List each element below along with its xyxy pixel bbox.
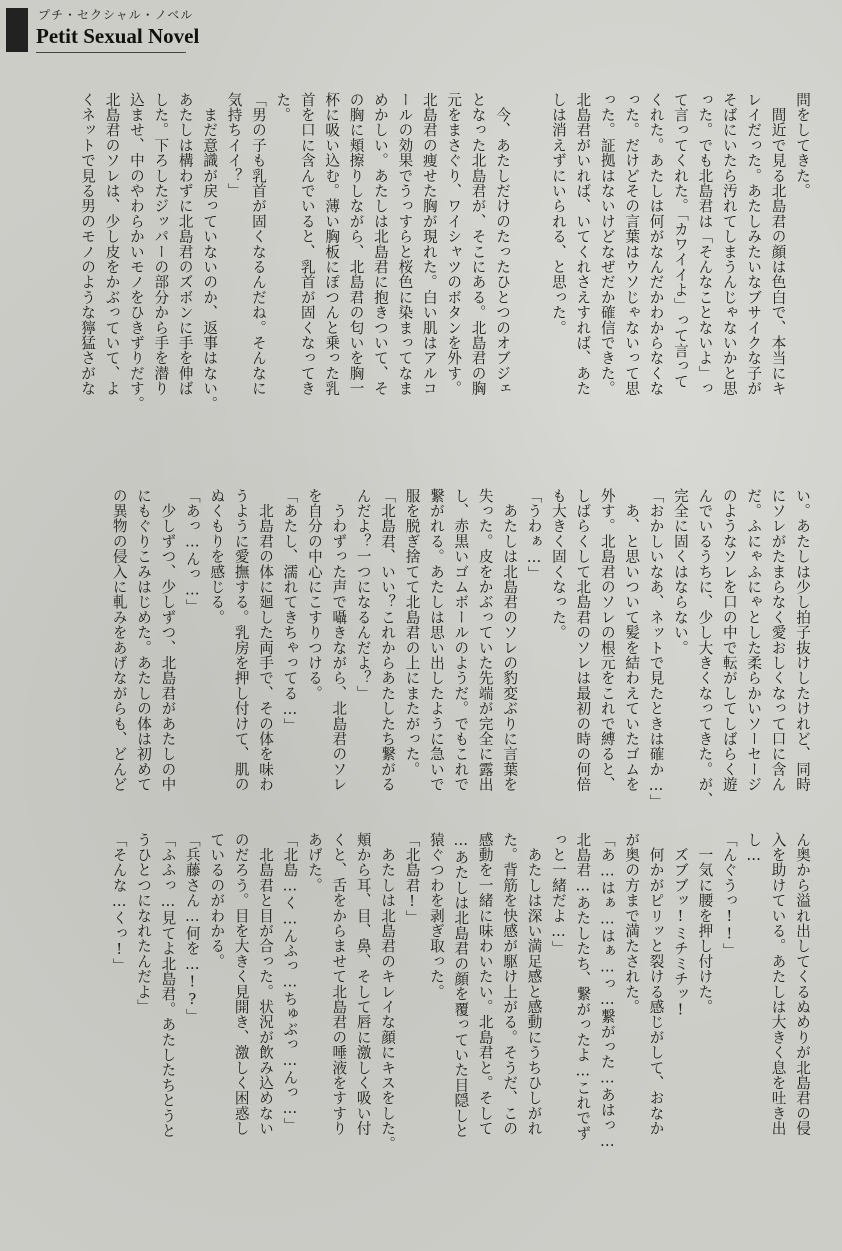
header-bar (6, 8, 28, 52)
text-block-middle: い。あたしは少し拍子抜けしたけれど、同時 にソレがたまらなく愛おしくなって口に含ん だ。ふにゃふにゃとした柔らかいソーセージ のようなソレを口の中で転がしてしばらく遊 んでいるうちに、少し大きくなってきた。が、 完全に固くはならない。 「おかしいなあ、ネットで見たときは確か…」 あ、と思いついて髪を結わえていたゴムを 外す。北島君のソレの根元をこれで縛ると、 しばらくして北島君のソレは最初の時の何倍 も大きく固くなった。 「うわぁ…」 あたしは北島君のソレの豹変ぶりに言葉を 失った。皮をかぶっていた先端が完全に露出 し、赤黒いゴムボールのようだ。でもこれで 繋がれる。あたしは思い出したように急いで 服を脱ぎ捨てて北島君の上にまたがった。 「北島君、いい？これからあたしたち繋がる んだよ？一つになるんだよ？」 うわずった声で囁きながら、北島君のソレ を自分の中心にこすりつける。 「あたし、濡れてきちゃってる…」 北島君の体に廻した両手で、その体を味わ うように愛撫する。乳房を押し付けて、肌の ぬくもりを感じる。 「あっ…んっ…」 少しずつ、少しずつ、北島君があたしの中 にもぐりこみはじめた。あたしの体は初めて の異物の侵入に軋みをあげながらも、どんど (110, 488, 811, 810)
text-block-top-right: 問をしてきた。 間近で見る北島君の顔は色白で、本当にキ レイだった。あたしみたいなブサイクな子が そばにいたら汚れてしまうんじゃないかと思 った。でも北島君は「そんなことないよ」っ て言ってくれた。「カワイイよ」って言って くれた。あたしは何がなんだかわからなくな った。だけどその言葉はウソじゃないって思 った。証拠はないけどなぜだか確信できた。 北島君がいれば、いてくれさえすれば、あた しは消えずにいられる、と思った。 (549, 92, 811, 396)
header-rule (36, 52, 186, 53)
header-title: Petit Sexual Novel (36, 24, 200, 48)
text-block-bottom: ん奥から溢れ出してくるぬめりが北島君の侵 入を助けている。あたしは大きく息を吐き出 し… 「んぐうっ!!」 一気に腰を押し付けた。 ズブブッ!ミチミチッ! 何かがピリッと裂ける感じがして、おなか が奥の方まで満たされた。 「あ…はぁ…はぁ…っ…繋がった…あはっ… 北島君…あたしたち、繋がったよ…これでず っと一緒だよ…」 あたしは深い満足感と感動にうちひしがれ た。背筋を快感が駆け上がる。そうだ、この 感動を一緒に味わいたい。北島君と。そして …あたしは北島君の顔を覆っていた目隠しと 猿ぐつわを剥ぎ取った。 「北島君!」 あたしは北島君のキレイな顔にキスをした。 頬から耳、目、鼻、そして唇に激しく吸い付 くと、舌をからませて北島君の唾液をすすり あげた。 「北島…く…んふっ…ちゅぶっ…んっ…」 北島君と目が合った。状況が飲み込めない のだろう。目を大きく見開き、激しく困惑し ているのがわかる。 「兵藤さん…何を…!?」 「ふふっ…見てよ北島君。あたしたちとうと うひとつになれたんだよ」 「そんな…くっ!」 (110, 832, 811, 1152)
header-subtitle: プチ・セクシャル・ノベル (38, 8, 194, 22)
text-block-top-left: 今、あたしだけのたったひとつのオブジェ となった北島君が、そこにある。北島君の胸 元をまさぐり、ワイシャツのボタンを外す。 北島君の痩せた胸が現れた。白い肌はアルコ ールの効果でうっすらと桜色に染まってなま めかしい。あたしは北島君に抱きついて、そ の胸に頬擦りしながら、北島君の匂いを胸一 杯に吸い込む。薄い胸板にぽつんと乗った乳 首を口に含んでいると、乳首が固くなってき た。 「男の子も乳首が固くなるんだね。そんなに 気持ちイイ？」 まだ意識が戻っていないのか、返事はない。 あたしは構わずに北島君のズボンに手を伸ば した。下ろしたジッパーの部分から手を潜り 込ませ、中のやわらかいモノをひきずりだす。 北島君のソレは、少し皮をかぶっていて、よ くネットで見る男のモノのような獰猛さがな (79, 92, 511, 412)
